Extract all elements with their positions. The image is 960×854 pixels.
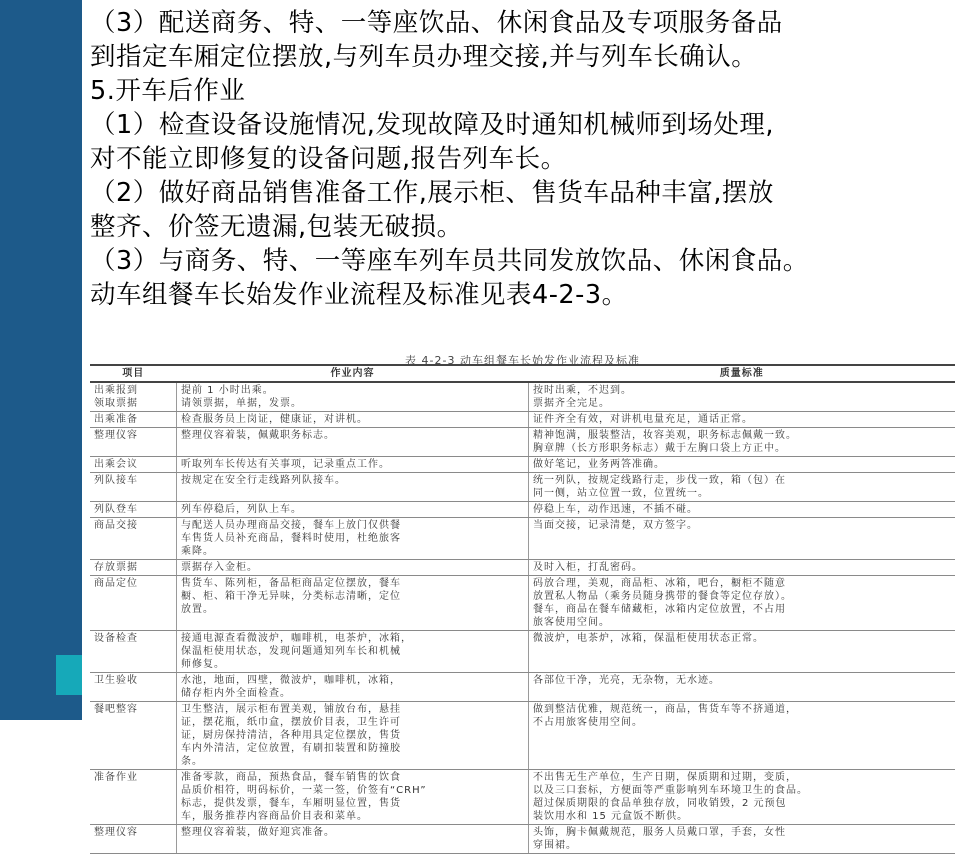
cell-item	[90, 457, 177, 473]
header-content: 作业内容	[177, 365, 529, 382]
cell-line: 做好笔记，业务两答准确。	[533, 459, 665, 470]
cell-item	[90, 770, 177, 825]
cell-line: 整理仪容	[94, 827, 138, 838]
cell-content	[177, 412, 529, 428]
process-standard-table-image	[90, 352, 955, 851]
cell-line: 听取列车长传达有关事项，记录重点工作。	[181, 459, 390, 470]
cell-standard	[529, 457, 956, 473]
cell-line: 整理仪容着装，做好迎宾准备。	[181, 827, 335, 838]
cell-content	[177, 770, 529, 825]
cell-line: 胸章牌（长方形职务标志）戴于左胸口袋上方正中。	[533, 443, 786, 454]
cell-line: 放置。	[181, 604, 214, 615]
table-row	[90, 382, 955, 412]
cell-line: 品质价相符，明码标价，一菜一签，价签有“CRH”	[181, 785, 427, 796]
cell-line: 证，摆花瓶，纸巾盒，摆放价目表，卫生许可	[181, 717, 401, 728]
cell-line: 准备零款，商品，预热食品，餐车销售的饮食	[181, 772, 401, 783]
cell-line: 统一列队，按规定线路行走，步伐一致，箱（包）在	[533, 475, 786, 486]
table-row	[90, 473, 955, 502]
cell-standard	[529, 673, 956, 702]
cell-line: 商品交接	[94, 520, 138, 531]
table-header-row	[90, 365, 955, 382]
cell-standard	[529, 825, 956, 854]
cell-line: 接通电源查看微波炉，咖啡机，电茶炉，冰箱，	[181, 633, 412, 644]
paragraph-line: （3）与商务、特、一等座车列车员共同发放饮品、休闲食品。	[90, 246, 809, 276]
cell-item	[90, 428, 177, 457]
cell-item	[90, 560, 177, 576]
cell-content	[177, 473, 529, 502]
cell-standard	[529, 473, 956, 502]
cell-content	[177, 631, 529, 673]
cell-line: 保温柜使用状态，发现问题通知列车长和机械	[181, 646, 401, 657]
cell-line: 领取票据	[94, 398, 138, 409]
table-row	[90, 428, 955, 457]
cell-line: 票据存入金柜。	[181, 562, 258, 573]
cell-line: 不占用旅客使用空间。	[533, 717, 643, 728]
table-row	[90, 576, 955, 631]
cell-content	[177, 825, 529, 854]
cell-content	[177, 702, 529, 770]
cell-content	[177, 502, 529, 518]
cell-item	[90, 382, 177, 412]
cell-standard	[529, 702, 956, 770]
cell-line: 穿围裙。	[533, 840, 577, 851]
cell-line: 卫生整洁，展示柜布置美观，铺放台布，悬挂	[181, 704, 401, 715]
cell-line: 精神饱满，服装整洁，妆容美观，职务标志佩戴一致。	[533, 430, 797, 441]
cell-content	[177, 457, 529, 473]
cell-line: 师修复。	[181, 659, 225, 670]
cell-line: 停稳上车，动作迅速，不插不碰。	[533, 504, 698, 515]
cell-line: 橱、柜、箱干净无异味，分类标志清晰，定位	[181, 591, 401, 602]
cell-line: 车，服务推荐内容商品价目表和菜单。	[181, 811, 368, 822]
cell-line: 同一侧，站立位置一致，位置统一。	[533, 488, 709, 499]
cell-standard	[529, 560, 956, 576]
cell-line: 出乘会议	[94, 459, 138, 470]
cell-item	[90, 576, 177, 631]
cell-line: 头饰，胸卡佩戴规范，服务人员戴口罩，手套，女性	[533, 827, 786, 838]
table-row	[90, 560, 955, 576]
cell-line: 商品定位	[94, 578, 138, 589]
cell-line: 整理仪容	[94, 430, 138, 441]
cell-line: 准备作业	[94, 772, 138, 783]
cell-line: 按规定在安全行走线路列队接车。	[181, 475, 346, 486]
slide-body-text	[90, 6, 958, 312]
cell-line: 做到整洁优雅，规范统一，商品，售货车等不挤通道，	[533, 704, 797, 715]
cell-line: 列队接车	[94, 475, 138, 486]
accent-band	[56, 655, 82, 695]
cell-line: 当面交接，记录清楚，双方签字。	[533, 520, 698, 531]
cell-standard	[529, 502, 956, 518]
cell-item	[90, 502, 177, 518]
cell-item	[90, 473, 177, 502]
cell-line: 出乘报到	[94, 385, 138, 396]
cell-line: 检查服务员上岗证，健康证，对讲机。	[181, 414, 368, 425]
cell-line: 列车停稳后，列队上车。	[181, 504, 302, 515]
cell-line: 乘降。	[181, 546, 214, 557]
cell-content	[177, 673, 529, 702]
header-standard: 质量标准	[529, 365, 956, 382]
paragraph-line: （2）做好商品销售准备工作,展示柜、售货车品种丰富,摆放	[90, 178, 774, 208]
cell-line: 放置私人物品（乘务员随身携带的餐食等定位存放）。	[533, 591, 792, 602]
cell-standard	[529, 518, 956, 560]
paragraph-line: 整齐、价签无遗漏,包装无破损。	[90, 212, 463, 242]
cell-line: 装饮用水和 15 元盒饭不断供。	[533, 811, 689, 822]
paragraph-line: （1）检查设备设施情况,发现故障及时通知机械师到场处理,	[90, 110, 774, 140]
cell-standard	[529, 631, 956, 673]
cell-line: 车内外清洁，定位放置，有刷扣装置和防撞胶	[181, 743, 401, 754]
table-row	[90, 702, 955, 770]
cell-item	[90, 673, 177, 702]
cell-line: 条。	[181, 756, 203, 767]
cell-line: 旅客使用空间。	[533, 617, 610, 628]
cell-line: 出乘准备	[94, 414, 138, 425]
cell-line: 设备检查	[94, 633, 138, 644]
cell-line: 微波炉，电茶炉，冰箱，保温柜使用状态正常。	[533, 633, 764, 644]
paragraph-line: （3）配送商务、特、一等座饮品、休闲食品及专项服务备品	[90, 8, 783, 38]
cell-standard	[529, 770, 956, 825]
table-row	[90, 631, 955, 673]
cell-standard	[529, 382, 956, 412]
cell-line: 票据齐全完足。	[533, 398, 610, 409]
cell-line: 请领票据，单据，发票。	[181, 398, 302, 409]
cell-content	[177, 560, 529, 576]
cell-line: 售货车、陈列柜，备品柜商品定位摆放，餐车	[181, 578, 401, 589]
cell-standard	[529, 576, 956, 631]
cell-line: 水池，地面，四壁，微波炉，咖啡机，冰箱，	[181, 675, 401, 686]
table-row	[90, 673, 955, 702]
cell-line: 证件齐全有效，对讲机电量充足，通话正常。	[533, 414, 753, 425]
cell-line: 按时出乘，不迟到。	[533, 385, 632, 396]
table-row	[90, 502, 955, 518]
cell-item	[90, 518, 177, 560]
paragraph-line: 动车组餐车长始发作业流程及标准见表4-2-3。	[90, 280, 628, 310]
cell-content	[177, 382, 529, 412]
cell-content	[177, 576, 529, 631]
cell-content	[177, 518, 529, 560]
cell-line: 及时入柜，打乱密码。	[533, 562, 643, 573]
table-row	[90, 457, 955, 473]
cell-content	[177, 428, 529, 457]
cell-line: 列队登车	[94, 504, 138, 515]
process-standard-table	[90, 364, 955, 854]
cell-item	[90, 412, 177, 428]
cell-standard	[529, 428, 956, 457]
cell-line: 不出售无生产单位，生产日期，保质期和过期，变质，	[533, 772, 797, 783]
table-row	[90, 825, 955, 854]
header-item: 项目	[90, 365, 177, 382]
table-row	[90, 412, 955, 428]
cell-line: 餐吧整容	[94, 704, 138, 715]
cell-line: 卫生验收	[94, 675, 138, 686]
cell-line: 以及三口套标，方便面等严重影响列车环境卫生的食品。	[533, 785, 808, 796]
table-caption: 表 4-2-3 动车组餐车长始发作业流程及标准	[405, 354, 640, 367]
table-body	[90, 382, 955, 854]
cell-line: 存放票据	[94, 562, 138, 573]
cell-line: 证，厨房保持清洁，各种用具定位摆放，售货	[181, 730, 401, 741]
cell-line: 餐车，商品在餐车储藏柜，冰箱内定位放置，不占用	[533, 604, 786, 615]
cell-standard	[529, 412, 956, 428]
table-row	[90, 770, 955, 825]
cell-line: 超过保质期限的食品单独存放，同收销毁，2 元预包	[533, 798, 787, 809]
cell-item	[90, 631, 177, 673]
cell-line: 与配送人员办理商品交接，餐车上放门仅供餐	[181, 520, 401, 531]
cell-line: 整理仪容着装，佩戴职务标志。	[181, 430, 335, 441]
left-sidebar-bar	[0, 0, 82, 720]
paragraph-line: 对不能立即修复的设备问题,报告列车长。	[90, 144, 567, 174]
cell-line: 标志，提供发票，餐车，车厢明显位置，售货	[181, 798, 401, 809]
cell-line: 提前 1 小时出乘。	[181, 385, 274, 396]
cell-line: 储存柜内外全面检查。	[181, 688, 291, 699]
paragraph-line: 到指定车厢定位摆放,与列车员办理交接,并与列车长确认。	[90, 42, 758, 72]
cell-line: 车售货人员补充商品，餐料时使用，杜绝旅客	[181, 533, 401, 544]
cell-item	[90, 702, 177, 770]
cell-item	[90, 825, 177, 854]
table-row	[90, 518, 955, 560]
section-heading: 5.开车后作业	[90, 76, 246, 106]
cell-line: 码放合理，美观，商品柜、冰箱，吧台，橱柜不随意	[533, 578, 786, 589]
cell-line: 各部位干净，光亮，无杂物，无水迹。	[533, 675, 720, 686]
